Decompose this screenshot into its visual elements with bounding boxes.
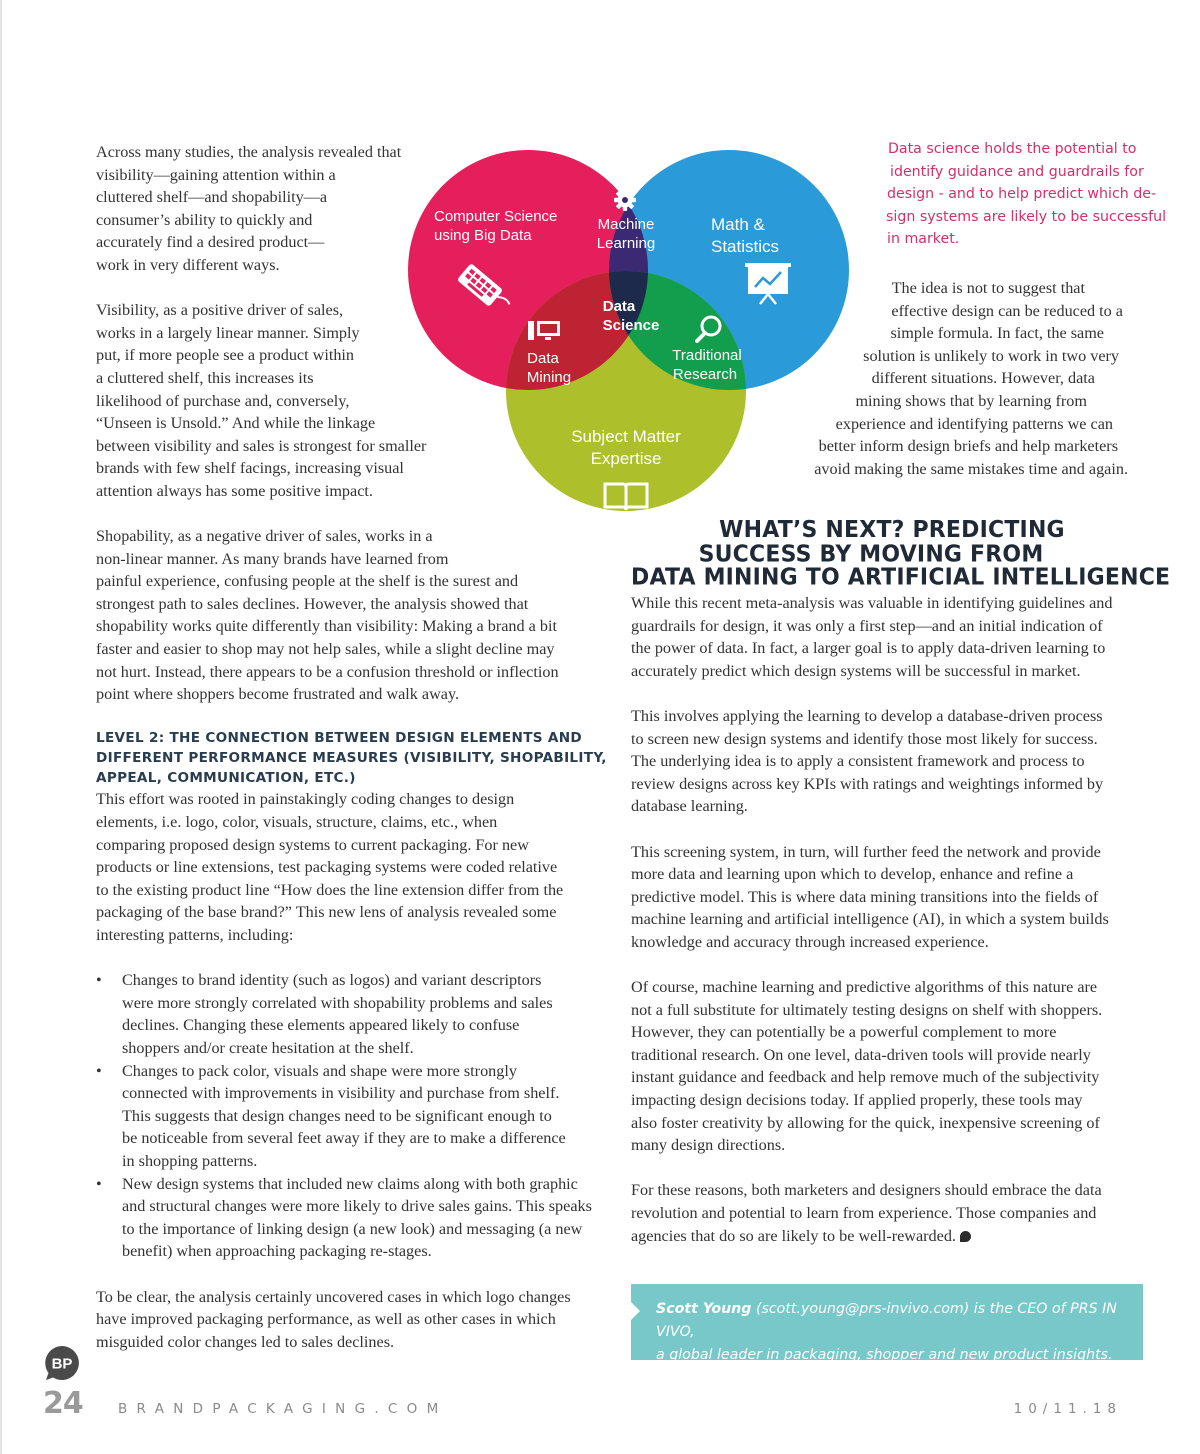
left-paragraph-5: To be clear, the analysis certainly uncovered cases in which logo changes have improved packaging performance, as well as other cases in which misguided color changes led to sales declines. xyxy=(96,1287,571,1351)
data-mining-label: Data Mining xyxy=(526,350,572,386)
section-heading: WHAT’S NEXT? PREDICTING SUCCESS BY MOVING FROM DATA MINING TO ARTIFICIAL INTELLIGENCE xyxy=(631,517,1171,591)
bullet-icon: • xyxy=(96,1061,102,1080)
data-science-label: Data Science xyxy=(602,298,660,334)
author-name: Scott Young xyxy=(656,1301,752,1317)
author-bio-box xyxy=(631,1284,1143,1363)
list-item: • New design systems that included new claims along with both graphic and structural changes were more likely to drive sales gains. This speaks to the importance of linking design (a new look) and messaging (a new benefit) when approaching packaging re-stages. xyxy=(96,1174,592,1261)
right-intro-paragraph: The idea is not to suggest that effective design can be reduced to a simple formula. In fact, the same solution is unlikely to work in two very different situations. However, data mining shows that by learning from experience and identifying patterns we can better inform design briefs and help marketers avoid making the same mistakes time and again. xyxy=(814,279,1128,478)
findings-list xyxy=(96,969,611,1263)
right-paragraph-1: While this recent meta-analysis was valuable in identifying guidelines and guardrails for design, it was only a first step—and an initial indication of the power of data. In fact, a larger goal is to apply data-driven learning to accurately predict which design systems will be successful in market. xyxy=(631,594,1113,680)
bullet-icon: • xyxy=(96,1174,102,1193)
right-paragraph-5: For these reasons, both marketers and designers should embrace the data revolution and potential to learn from experience. Those companies and agencies that do so are likely to be well-rewarded. xyxy=(631,1181,1102,1245)
right-paragraph-3: This screening system, in turn, will further feed the network and provide more data and learning upon which to develop, enhance and refine a predictive model. This is where data mining transitions into the fields of machine learning and artificial intelligence (AI), in which a system builds knowledge and accuracy through increased experience. xyxy=(631,842,1109,951)
subject-matter-label: Subject Matter Expertise xyxy=(571,427,681,468)
traditional-research-label: Traditional Research xyxy=(672,347,742,383)
left-paragraph-2: Visibility, as a positive driver of sales, works in a largely linear manner. Simply put, if more people see a product within a cluttered shelf, this increases its likelihood of purchase and, conversely, “Unseen is Unsold.” And while the linkage between visibility and sales is strongest for smaller brands with few shelf facings, increasing visual attention always has some positive impact. xyxy=(96,301,427,500)
right-paragraph-4: Of course, machine learning and predictive algorithms of this nature are not a full substitute for ultimately testing designs on shelf with shoppers. However, they can potentially be a powerful complement to more traditional research. On one level, data-driven tools will provide nearly instant guidance and feedback and help remove much of the subjectivity impacting design decisions today. If applied properly, these tools may also foster creativity by allowing for the quick, inexpensive screening of many design directions. xyxy=(631,978,1103,1155)
author-bio-text: Scott Young (scott.young@prs-invivo.com) is the CEO of PRS IN VIVO, a global leader in packaging, shopper and new product insights. xyxy=(656,1301,1117,1363)
level-2-subheading: LEVEL 2: THE CONNECTION BETWEEN DESIGN ELEMENTS AND DIFFERENT PERFORMANCE MEASURES (VISIBILITY, SHOPABILITY, APPEAL, COMMUNICATION, ETC.) xyxy=(96,730,607,787)
right-paragraph-2: This involves applying the learning to develop a database-driven process to screen new design systems and identify those most likely for success. The underlying idea is to apply a consistent framework and process to review designs across key KPIs with ratings and weightings informed by database learning. xyxy=(631,706,1104,816)
math-statistics-label: Math & Statistics xyxy=(711,215,780,256)
left-paragraph-1: Across many studies, the analysis revealed that visibility—gaining attention within a cluttered shelf—and shopability—a consumer’s ability to quickly and accurately find a desired product— work in very different ways. xyxy=(96,143,402,274)
brand-packaging-logo xyxy=(44,1345,80,1381)
bullet-icon: • xyxy=(96,971,102,990)
site-url: BRANDPACKAGING.COM xyxy=(118,1401,448,1417)
machine-learning-label: Machine Learning xyxy=(596,216,656,252)
arrow-notch-icon xyxy=(631,1302,640,1320)
list-item: • Changes to brand identity (such as logos) and variant descriptors were more strongly correlated with shopability problems and sales declines. Changing these elements appeared likely to confuse shoppers and/or create hesitation at the shelf. xyxy=(96,971,553,1057)
left-paragraph-4: This effort was rooted in painstakingly coding changes to design elements, i.e. logo, color, visuals, structure, claims, etc., when comparing proposed design systems to current packaging. For new products or line extensions, test packaging systems were coded relative to the existing product line “How does the line extension differ from the packaging of the base brand?” This new lens of analysis revealed some interesting patterns, including: xyxy=(96,790,564,944)
right-column xyxy=(631,592,1151,1270)
svg-text:BP: BP xyxy=(51,1355,73,1373)
page-edge xyxy=(0,0,2,1454)
pull-quote: Data science holds the potential to identify guidance and guardrails for design - and to help predict which de- sign systems are likely to be successful in market. xyxy=(886,141,1167,248)
page-number: 24 xyxy=(43,1386,83,1421)
issue-date: 10/11.18 xyxy=(1013,1401,1122,1417)
gear-icon xyxy=(614,189,636,211)
left-paragraph-3: Shopability, as a negative driver of sales, works in a non-linear manner. As many brands have learned from painful experience, confusing people at the shelf is the surest and strongest path to sales declines. However, the analysis showed that shopability works quite differently than visibility: Making a brand a bit faster and easier to shop may not help sales, while a slight decline may not hurt. Instead, there appears to be a confusion threshold or inflection point where shoppers become frustrated and walk away. xyxy=(96,527,559,704)
computer-science-label: Computer Science using Big Data xyxy=(434,208,558,244)
end-mark-icon xyxy=(960,1231,971,1242)
list-item: • Changes to pack color, visuals and shape were more strongly connected with improvements in visibility and purchase from shelf. This suggests that design changes need to be significant enough to be noticeable from several feet away if they are to make a difference in shopping patterns. xyxy=(96,1061,566,1170)
